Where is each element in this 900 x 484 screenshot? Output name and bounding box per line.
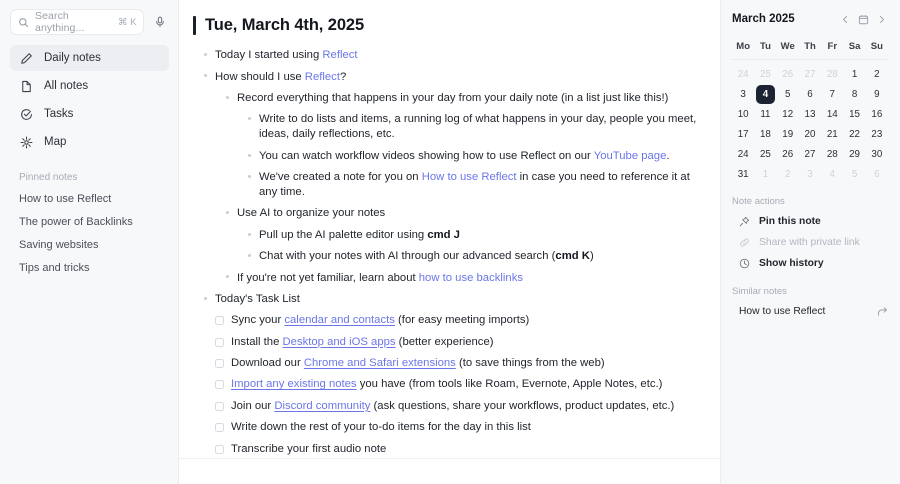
calendar-day[interactable]: 18 [759, 129, 771, 140]
inline-link[interactable]: calendar and contacts [284, 314, 395, 327]
calendar-day-selected[interactable]: 4 [756, 85, 775, 104]
inline-text: Transcribe your first audio note [231, 442, 387, 455]
inline-text: ) [589, 250, 594, 263]
sidebar-nav [10, 45, 169, 155]
inline-text: Write down the rest of your to-do items for the day in this list [231, 421, 531, 434]
sidebar-item-label: Tasks [44, 108, 74, 120]
calendar-day[interactable]: 1 [762, 169, 769, 180]
search-placeholder: Search anything... [35, 10, 85, 34]
pinned-note-item[interactable]: The power of Backlinks [19, 216, 133, 228]
link-icon [739, 237, 750, 248]
bullet-item[interactable] [215, 45, 698, 66]
inline-link[interactable]: Desktop and iOS apps [282, 335, 396, 348]
search-icon [18, 17, 29, 28]
search-row [10, 0, 169, 35]
inline-link[interactable]: Chrome and Safari extensions [303, 357, 456, 370]
pinned-notes-label: Pinned notes [19, 172, 78, 183]
inline-link[interactable]: Discord community [274, 399, 371, 412]
calendar-day-of-week: Tu [759, 41, 771, 52]
sidebar-item-daily-notes[interactable] [10, 45, 169, 71]
inline-text: If you're not yet familiar, learn about [237, 271, 419, 284]
inline-link[interactable]: Reflect [304, 70, 340, 83]
bullet-dot-icon [204, 53, 207, 56]
block-text [231, 377, 662, 392]
inline-text: How should I use [215, 70, 305, 83]
calendar-day[interactable]: 23 [871, 129, 883, 140]
inline-text: Join our [231, 399, 275, 412]
block-text [237, 92, 668, 104]
check-circle-icon [19, 107, 34, 122]
task-item[interactable] [215, 310, 698, 331]
calendar-day[interactable]: 29 [849, 149, 861, 160]
block-text [259, 150, 670, 162]
inline-text: Pull up the AI palette editor using [259, 228, 428, 241]
inline-text: Download our [231, 357, 304, 370]
inline-text: you have (from tools like Roam, Evernote, Apple Notes, etc.) [356, 378, 663, 391]
note-title-row [193, 16, 698, 35]
inline-text: (to save things from the web) [455, 357, 605, 370]
bullet-dot-icon [248, 175, 251, 178]
calendar-day[interactable]: 4 [829, 169, 835, 180]
calendar-day[interactable]: 12 [782, 109, 794, 120]
calendar-day[interactable]: 2 [784, 169, 791, 180]
inline-text: ? [339, 70, 347, 83]
calendar-icon[interactable] [857, 13, 870, 26]
note-editor [179, 0, 720, 484]
calendar-day-of-week: We [780, 41, 795, 52]
calendar-day[interactable]: 7 [829, 89, 835, 100]
bullet-item[interactable] [237, 88, 698, 109]
sidebar-item-label: Daily notes [44, 52, 101, 64]
bullet-dot-icon [226, 275, 229, 278]
block-text [215, 71, 346, 83]
task-checkbox[interactable] [215, 380, 224, 389]
inline-text: You can watch workflow videos showing how to use Reflect on our [259, 149, 594, 162]
calendar-day[interactable]: 14 [826, 109, 838, 120]
block-text [237, 207, 385, 219]
bullet-dot-icon [248, 233, 251, 236]
calendar-day[interactable]: 8 [851, 89, 858, 100]
block-text [231, 442, 386, 457]
task-item[interactable] [215, 332, 698, 353]
block-text [231, 399, 674, 414]
calendar-month-label: March 2025 [732, 13, 795, 25]
task-item[interactable] [215, 374, 698, 395]
bullet-dot-icon [226, 211, 229, 214]
search-input[interactable] [10, 9, 144, 35]
block-text [259, 229, 460, 241]
inline-text: Use AI to organize your notes [237, 207, 386, 220]
calendar-day[interactable]: 25 [759, 149, 771, 160]
bullet-dot-icon [204, 74, 207, 77]
calendar-divider [732, 59, 888, 60]
clock-icon [739, 258, 750, 269]
calendar-day[interactable]: 25 [759, 69, 771, 80]
calendar-day[interactable]: 27 [804, 69, 816, 80]
bullet-item[interactable] [259, 146, 698, 167]
inline-text: Record everything that happens in your day from your daily note (in a list just like this!) [237, 91, 669, 104]
block-text [231, 335, 494, 350]
calendar-day[interactable]: 20 [804, 129, 816, 140]
calendar-day-of-week: Mo [736, 41, 750, 52]
task-item[interactable] [215, 396, 698, 417]
block-text [259, 113, 696, 140]
bullet-item[interactable] [237, 267, 698, 288]
asterisk-icon [19, 135, 34, 150]
block-text [231, 420, 531, 435]
inline-text: (better experience) [395, 335, 494, 348]
bullet-item[interactable] [259, 246, 698, 267]
inline-text: . [666, 149, 670, 162]
calendar-day[interactable]: 19 [782, 129, 794, 140]
task-checkbox[interactable] [215, 402, 224, 411]
bullet-dot-icon [248, 254, 251, 257]
task-item[interactable] [215, 417, 698, 438]
calendar-day[interactable]: 31 [737, 169, 749, 180]
block-text [259, 171, 690, 198]
calendar-day-of-week: Fr [827, 41, 838, 52]
pinned-note-item[interactable]: Tips and tricks [19, 262, 90, 274]
right-panel [720, 0, 900, 484]
calendar-day[interactable]: 9 [874, 89, 880, 100]
note-action-label: Show history [759, 258, 824, 269]
calendar-day[interactable]: 5 [784, 89, 791, 100]
inline-text: Sync your [231, 314, 285, 327]
bullet-dot-icon [204, 297, 207, 300]
inline-bold: cmd J [427, 228, 460, 241]
block-text [215, 49, 358, 61]
pinned-note-item[interactable]: Saving websites [19, 239, 99, 251]
block-text [231, 356, 605, 371]
calendar-day-of-week: Su [870, 41, 883, 52]
calendar-day[interactable]: 26 [782, 149, 794, 160]
sidebar-item-label: Map [44, 136, 67, 148]
inline-text: We've created a note for you on [259, 171, 422, 184]
block-text [215, 293, 300, 305]
task-checkbox[interactable] [215, 445, 224, 454]
similar-note-label: How to use Reflect [739, 305, 826, 317]
calendar-day[interactable]: 27 [804, 149, 816, 160]
calendar-day[interactable]: 5 [851, 169, 858, 180]
task-checkbox[interactable] [215, 316, 224, 325]
sidebar-item-tasks[interactable] [10, 101, 169, 127]
sidebar-item-all-notes[interactable] [10, 73, 169, 99]
inline-bold: cmd K [555, 250, 590, 263]
note-action-label: Pin this note [759, 216, 821, 227]
calendar-day[interactable]: 2 [874, 69, 880, 80]
task-checkbox[interactable] [215, 359, 224, 368]
chevron-left-icon[interactable] [839, 13, 852, 26]
calendar-day[interactable]: 22 [849, 129, 861, 140]
share-private-link-action[interactable] [732, 232, 888, 253]
inline-link[interactable]: how to use backlinks [418, 271, 523, 284]
calendar-day[interactable]: 24 [737, 149, 749, 160]
inline-text: Chat with your notes with AI through our advanced search ( [259, 250, 556, 263]
calendar-day[interactable]: 28 [826, 69, 838, 80]
note-actions-list [732, 211, 888, 274]
calendar-day[interactable]: 21 [826, 129, 838, 140]
calendar-day[interactable]: 24 [737, 69, 749, 80]
sidebar [0, 0, 179, 484]
calendar-day[interactable]: 11 [760, 109, 771, 120]
sidebar-item-map[interactable] [10, 129, 169, 155]
show-history-action[interactable] [732, 253, 888, 274]
note-action-label: Share with private link [759, 237, 860, 248]
bullet-dot-icon [226, 96, 229, 99]
chevron-right-icon[interactable] [875, 13, 888, 26]
calendar-day[interactable]: 6 [807, 89, 813, 100]
similar-note-item[interactable] [732, 301, 888, 321]
calendar-day[interactable]: 13 [804, 109, 816, 120]
pin-this-note-action[interactable] [732, 211, 888, 232]
bullet-item[interactable] [215, 66, 698, 87]
similar-notes-label: Similar notes [732, 286, 787, 297]
calendar-nav [839, 13, 888, 26]
bullet-dot-icon [248, 117, 251, 120]
inline-text: in case you need to reference it at any time. [259, 171, 690, 199]
inline-text: Write to do lists and items, a running log of what happens in your day, people you meet, ideas, daily reflections, etc. [259, 113, 697, 141]
calendar-day[interactable]: 3 [740, 89, 746, 100]
inline-text: (for easy meeting imports) [394, 314, 530, 327]
file-icon [19, 79, 34, 94]
task-item[interactable] [215, 353, 698, 374]
inline-link[interactable]: Import any existing notes [231, 378, 357, 391]
calendar-day[interactable]: 16 [871, 109, 883, 120]
calendar-header [732, 8, 888, 30]
sidebar-item-label: All notes [44, 80, 89, 92]
pinned-notes-list [10, 189, 169, 278]
bullet-item[interactable] [259, 109, 698, 145]
inline-link[interactable]: YouTube page [593, 149, 667, 162]
note-block-list [193, 45, 698, 460]
page-title: Tue, March 4th, 2025 [205, 16, 365, 34]
calendar-day[interactable]: 26 [782, 69, 794, 80]
bullet-item[interactable] [237, 203, 698, 224]
calendar-day[interactable]: 17 [737, 129, 749, 140]
calendar-day[interactable]: 10 [737, 109, 749, 120]
title-accent-bar [193, 16, 196, 35]
pencil-icon [19, 51, 34, 66]
inline-text: Today's Task List [215, 292, 300, 305]
calendar-day[interactable]: 28 [826, 149, 838, 160]
pin-icon [739, 216, 750, 227]
bullet-item[interactable] [259, 225, 698, 246]
calendar-day[interactable]: 30 [871, 149, 883, 160]
calendar-day[interactable]: 3 [807, 169, 813, 180]
task-checkbox[interactable] [215, 423, 224, 432]
bullet-item[interactable] [215, 289, 698, 310]
calendar-day[interactable]: 6 [874, 169, 880, 180]
arrow-redo-icon[interactable] [877, 306, 888, 317]
pinned-note-item[interactable]: How to use Reflect [19, 193, 112, 205]
note-actions-label: Note actions [732, 196, 785, 207]
calendar-day-of-week: Th [804, 41, 816, 52]
inline-link[interactable]: How to use Reflect [421, 171, 517, 184]
inline-text: Install the [231, 335, 283, 348]
block-text [237, 272, 523, 284]
bullet-dot-icon [248, 154, 251, 157]
inline-link[interactable]: Reflect [322, 49, 358, 62]
calendar-day-of-week: Sa [848, 41, 861, 52]
calendar-day[interactable]: 15 [849, 109, 861, 120]
block-text [231, 313, 529, 328]
bullet-item[interactable] [259, 167, 698, 203]
task-item[interactable] [215, 438, 698, 459]
search-shortcut: ⌘ K [118, 16, 137, 28]
task-checkbox[interactable] [215, 338, 224, 347]
calendar-day[interactable]: 1 [851, 69, 858, 80]
inline-text: (ask questions, share your workflows, product updates, etc.) [370, 399, 675, 412]
inline-text: Today I started using [215, 49, 323, 62]
block-text [259, 250, 594, 262]
calendar-grid [732, 39, 888, 184]
microphone-icon[interactable] [150, 11, 169, 33]
similar-notes-list [732, 301, 888, 321]
